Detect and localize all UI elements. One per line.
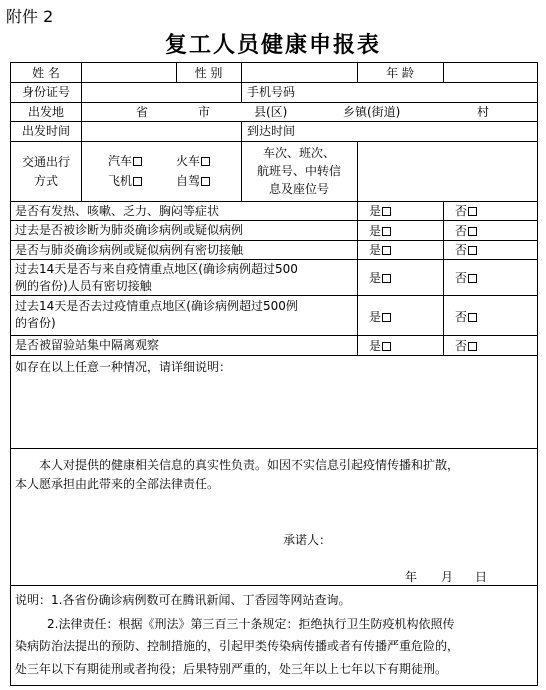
no-checkbox[interactable] bbox=[468, 207, 477, 216]
question-4-line: 过去14天是否与来自疫情重点地区(确诊病例超过500 bbox=[15, 262, 298, 276]
no-label: 否 bbox=[455, 310, 468, 324]
yes-option[interactable] bbox=[369, 203, 391, 219]
no-checkbox[interactable] bbox=[468, 342, 477, 351]
yes-option[interactable] bbox=[369, 223, 391, 239]
no-label: 否 bbox=[455, 271, 468, 285]
question-4-line: 例的省份)人员有密切接触 bbox=[15, 279, 152, 293]
gender-label: 性 别 bbox=[194, 66, 223, 80]
date-day: 日 bbox=[475, 570, 488, 584]
no-checkbox[interactable] bbox=[468, 227, 477, 236]
details-field[interactable] bbox=[15, 377, 533, 445]
option-bus-label: 汽车 bbox=[108, 154, 133, 168]
vehicle-info-line: 息及座位号 bbox=[268, 182, 329, 196]
checkbox-self-drive[interactable] bbox=[201, 177, 210, 186]
no-option[interactable] bbox=[455, 270, 477, 286]
details-prompt: 如存在以上任意一种情况，请详细说明： bbox=[15, 360, 232, 374]
name-label: 姓 名 bbox=[32, 66, 60, 80]
yes-option[interactable] bbox=[369, 270, 391, 286]
yes-checkbox[interactable] bbox=[382, 313, 391, 322]
row-divider bbox=[11, 220, 537, 221]
yes-label: 是 bbox=[369, 339, 382, 353]
signer-label: 承诺人： bbox=[283, 533, 332, 547]
option-train-label: 火车 bbox=[176, 154, 201, 168]
depart-time-field[interactable] bbox=[83, 122, 240, 140]
vehicle-info-line: 航班号、中转信 bbox=[256, 164, 341, 178]
yes-checkbox[interactable] bbox=[382, 274, 391, 283]
checkbox-train[interactable] bbox=[201, 157, 210, 166]
no-option[interactable] bbox=[455, 223, 477, 239]
row-divider bbox=[11, 141, 537, 142]
depart-time-label: 出发时间 bbox=[21, 124, 70, 138]
transport-label bbox=[11, 153, 81, 191]
yes-checkbox[interactable] bbox=[382, 342, 391, 351]
note-1: 说明：1.各省份确诊病例数可在腾讯新闻、丁香园等网站查询。 bbox=[15, 593, 351, 607]
arrive-time-field[interactable] bbox=[311, 122, 535, 140]
no-label: 否 bbox=[455, 204, 468, 218]
note-2: 2.法律责任：根据《刑法》第三百三十条规定：拒绝执行卫生防疫机构依照传 bbox=[47, 617, 455, 631]
col-divider bbox=[357, 141, 358, 355]
col-divider bbox=[81, 63, 82, 141]
pledge-text: 本人对提供的健康相关信息的真实性负责。如因不实信息引起疫情传播和扩散， bbox=[39, 458, 460, 472]
transport-label-line: 交通出行 bbox=[21, 155, 70, 169]
yes-label: 是 bbox=[369, 204, 382, 218]
village-label: 村 bbox=[477, 105, 490, 119]
row-divider bbox=[11, 295, 537, 296]
origin-label: 出发地 bbox=[27, 105, 64, 119]
transport-label-line: 方式 bbox=[33, 174, 58, 188]
date-year: 年 bbox=[405, 570, 418, 584]
form-title: 复工人员健康申报表 bbox=[164, 33, 381, 58]
option-plane-label: 飞机 bbox=[108, 174, 133, 188]
option-bus[interactable] bbox=[108, 153, 142, 169]
phone-label: 手机号码 bbox=[247, 85, 296, 99]
yes-checkbox[interactable] bbox=[382, 227, 391, 236]
age-field[interactable] bbox=[445, 64, 535, 81]
arrive-time-label: 到达时间 bbox=[247, 124, 296, 138]
town-label: 乡镇(街道) bbox=[343, 105, 401, 119]
option-self-drive-label: 自驾 bbox=[176, 174, 201, 188]
yes-option[interactable] bbox=[369, 309, 391, 325]
gender-field[interactable] bbox=[243, 64, 356, 81]
no-option[interactable] bbox=[455, 203, 477, 219]
age-label: 年 龄 bbox=[386, 66, 414, 80]
yes-checkbox[interactable] bbox=[382, 207, 391, 216]
attachment-label: 附件 2 bbox=[6, 7, 54, 26]
yes-option[interactable] bbox=[369, 242, 391, 258]
note-2: 处三年以下有期徒刑或者拘役；后果特别严重的，处三年以上七年以下有期徒刑。 bbox=[15, 662, 448, 676]
checkbox-bus[interactable] bbox=[133, 157, 142, 166]
id-number-label: 身份证号 bbox=[21, 85, 70, 99]
col-divider bbox=[443, 63, 444, 82]
question-6: 是否被留验站集中隔离观察 bbox=[15, 338, 160, 352]
vehicle-info-label bbox=[241, 144, 357, 198]
option-plane[interactable] bbox=[108, 173, 142, 189]
yes-checkbox[interactable] bbox=[382, 246, 391, 255]
no-option[interactable] bbox=[455, 242, 477, 258]
no-option[interactable] bbox=[455, 338, 477, 354]
yes-label: 是 bbox=[369, 224, 382, 238]
col-divider bbox=[81, 141, 82, 201]
yes-label: 是 bbox=[369, 271, 382, 285]
no-label: 否 bbox=[455, 224, 468, 238]
question-5-line: 的省份) bbox=[15, 316, 56, 330]
row-divider bbox=[11, 201, 537, 202]
vehicle-info-line: 车次、班次、 bbox=[262, 146, 335, 160]
no-label: 否 bbox=[455, 339, 468, 353]
question-5 bbox=[15, 298, 298, 332]
row-divider bbox=[11, 240, 537, 241]
pledge-text: 本人愿承担由此带来的全部法律责任。 bbox=[15, 477, 220, 491]
no-checkbox[interactable] bbox=[468, 274, 477, 283]
question-1: 是否有发热、咳嗽、乏力、胸闷等症状 bbox=[15, 204, 220, 218]
question-5-line: 过去14天是否去过疫情重点地区(确诊病例超过500例 bbox=[15, 299, 298, 313]
checkbox-plane[interactable] bbox=[133, 177, 142, 186]
note-2: 染病防治法提出的预防、控制措施的，引起甲类传染病传播或者有传播严重危险的， bbox=[15, 639, 460, 653]
name-field[interactable] bbox=[83, 64, 175, 81]
row-divider bbox=[11, 355, 537, 356]
col-divider bbox=[443, 201, 444, 355]
no-option[interactable] bbox=[455, 309, 477, 325]
county-label: 县(区) bbox=[254, 105, 288, 119]
vehicle-info-field[interactable] bbox=[359, 143, 535, 199]
health-declaration-form bbox=[10, 62, 538, 686]
question-3: 是否与肺炎确诊病例或疑似病例有密切接触 bbox=[15, 243, 244, 257]
yes-option[interactable] bbox=[369, 338, 391, 354]
row-divider bbox=[11, 448, 537, 449]
province-label: 省 bbox=[136, 105, 149, 119]
no-checkbox[interactable] bbox=[468, 246, 477, 255]
col-divider bbox=[241, 63, 242, 102]
phone-field[interactable] bbox=[311, 83, 535, 101]
no-label: 否 bbox=[455, 243, 468, 257]
city-label: 市 bbox=[198, 105, 211, 119]
row-divider bbox=[11, 335, 537, 336]
yes-label: 是 bbox=[369, 243, 382, 257]
date-month: 月 bbox=[441, 570, 454, 584]
no-checkbox[interactable] bbox=[468, 313, 477, 322]
row-divider bbox=[11, 259, 537, 260]
yes-label: 是 bbox=[369, 310, 382, 324]
option-self-drive[interactable] bbox=[176, 173, 210, 189]
row-divider bbox=[11, 102, 537, 103]
signature-field[interactable] bbox=[341, 529, 501, 549]
question-4 bbox=[15, 261, 298, 295]
question-2: 过去是否被诊断为肺炎确诊病例或疑似病例 bbox=[15, 223, 244, 237]
option-train[interactable] bbox=[176, 153, 210, 169]
row-divider bbox=[11, 585, 537, 586]
id-number-field[interactable] bbox=[83, 83, 240, 101]
